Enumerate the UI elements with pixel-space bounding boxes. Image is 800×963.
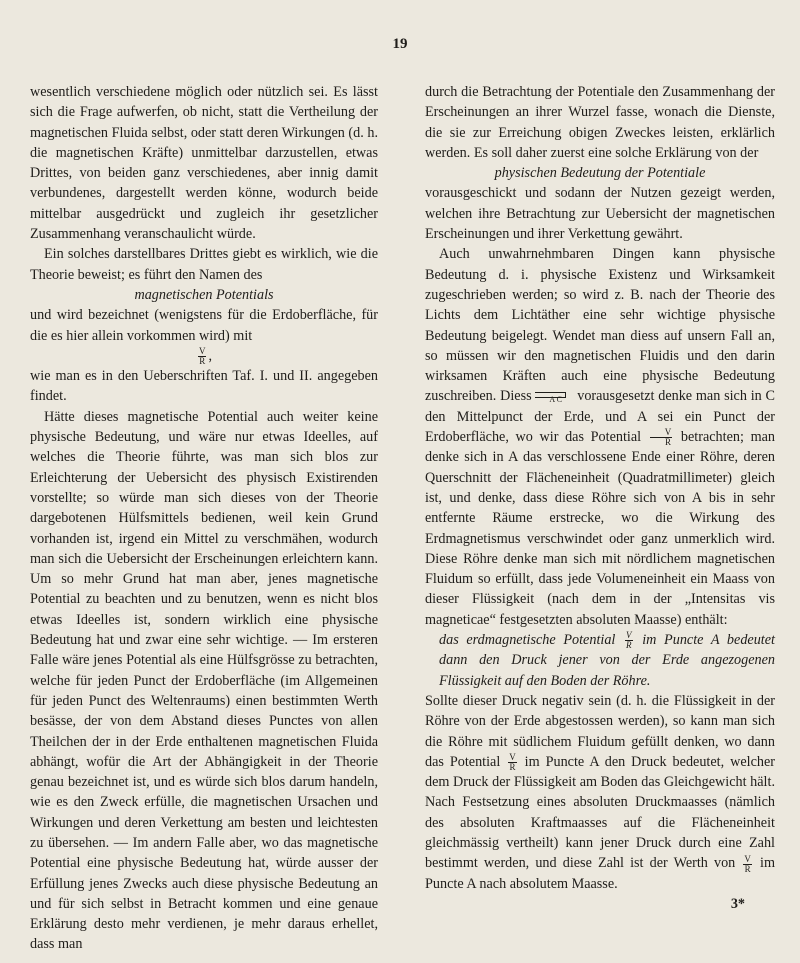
page-number: 19 (392, 36, 408, 52)
paragraph: Sollte dieser Druck negativ sein (d. h. die Flüssigkeit in der Röhre von der Erde abgestossen werden), so kann man sich die Röhre mit südlichem Fluidum gefüllt denken, wo dann das Potential $\frac{V}{R}$ im Puncte A den Druck bedeutet, welcher dem Druck der Flüssigkeit am Boden das Gleichgewicht hält. Nach Festsetzung eines absoluten Druckmaasses (nämlich des absoluten Kraftmaasses auf die Flächeneinheit gleichmässig vertheilt) kann jener Druck durch eine Zahl bestimmt werden, und diese Zahl ist der Werth von $\frac{V}{R}$ im Puncte A nach absolutem Maasse. (425, 692, 776, 892)
left-column (30, 82, 378, 955)
paragraph: vorausgeschickt und sodann der Nutzen gezeigt werden, welchen ihre Betrachtung zur Uebersicht der magnetischen Erscheinungen und ihrer Verkettung gewährt. (425, 185, 775, 243)
paragraph: wie man es in den Ueberschriften Taf. I. und II. angegeben findet. (30, 368, 378, 405)
paragraph: Auch unwahrnehmbaren Dingen kann physische Bedeutung d. i. physische Existenz und Wirksamkeit zugeschrieben werden; so wird z. B. nach der Theorie des Lichts dem Lichtäther eine sehr wichtige physische Bedeutung beigelegt. Wendet man diess auf unsern Fall an, so müssen wir den magnetischen Fluidis und den darin wirksamen Kräften auch eine physische Bedeutung zuschreiben. Diess A C vorausgesetzt denke man sich in C den Mittelpunct der Erde, und A sei ein Punct der Erdoberfläche, wo wir das Potential $\frac{V}{R}$ betrachten; man denke sich in A das verschlossene Ende einer Röhre, deren Querschnitt der Flächeneinheit (Quadratmillimeter) gleich ist, und denke, dass diese Röhre sich von A bis in sehr entfernte Räume erstrecke, wo die Wirkung des Erdmagnetismus verschwindet oder ganz unmerklich wird. Diese Röhre denke man sich mit nördlichem magnetischen Fluidum so erfüllt, dass jede Volumeneinheit ein Maass von dieser Flüssigkeit (nach dem in der „Intensitas vis magneticae“ festgesetzten absoluten Maasse) enthält: (425, 246, 776, 628)
section-heading: magnetischen Potentials (134, 286, 274, 303)
paragraph: Ein solches darstellbares Drittes giebt es wirklich, wie die Theorie beweist; es führt den Namen des (30, 246, 378, 283)
tube-diagram-icon: A C (535, 390, 569, 404)
formula: $\frac{V}{R}$ , (198, 346, 213, 367)
paragraph: und wird bezeichnet (wenigstens für die Erdoberfläche, für die es hier allein vorkommen wird) mit (30, 307, 378, 344)
signature-mark: 3* (730, 895, 745, 912)
fraction: $\frac{V}{R}$ (198, 346, 206, 367)
fraction: $\frac{V}{R}$ (509, 752, 516, 773)
paragraph: Hätte dieses magnetische Potential auch weiter keine physische Bedeutung, und wäre nur etwas Ideelles, auf welches die Theorie führte, was man sich blos zur Erleichterung der Uebersicht des physisch Existirenden vorstellte; so würde man sich dieses von der Theorie dargebotenen Hülfsmittels bedienen, weil kein Grund vorhanden ist, irgend ein Mittel zu verschmähen, wodurch man sich die Uebersicht der Erscheinungen erleichtern kann. Um so mehr Grund hat man aber, jenes magnetische Potential zu beachten und zu benutzen, wenn es nicht blos etwas Ideelles ist, sondern wirklich eine physische Bedeutung hat und zwar eine sehr wichtige. — Im ersteren Falle wäre jenes Potential als eine Hülfsgrösse zu betrachten, welche für jeden Punct der Erdoberfläche (im Allgemeinen für jeden Punct des Weltenraums) einen bestimmten Werth besässe, der von dem Abstand dieses Punctes von allen Theilchen der in der Erde enthaltenen magnetischen Fluida abhängt, wofür die Art der Abhängigkeit in der Theorie genau bezeichnet ist, und es würde sich blos darum handeln, wie es den Zweck erfülle, die magnetischen Ursachen und Wirkungen und deren Verkettung am besten und leichtesten zu übersehen. — Im andern Falle aber, wo das magnetische Potential eine physische Bedeutung hat, würde ausser der Erfüllung jenes Zwecks auch diese physische Bedeutung an und für sich selbst in Betracht kommen und eine genaue Erklärung desto mehr verdienen, je mehr daraus erhellet, dass man (30, 408, 378, 953)
right-column (425, 82, 775, 914)
fraction: $\frac{V}{R}$ (744, 853, 751, 874)
paragraph: wesentlich verschiedene möglich oder nützlich sei. Es lässt sich die Frage aufwerfen, ob nicht, statt die Vertheilung der magnetischen Fluida selbst, oder statt deren Wirkungen (d. h. die magnetischen Kräfte) unmittelbar darzustellen, etwas Drittes, von beiden ganz verschiedenes, aber innig damit verbundenes, dargestellt werden könne, wodurch beide mittelbar ausgedrückt und zugleich ihr gesetzlicher Zusammenhang veranschaulicht würde. (30, 84, 378, 243)
statement: das erdmagnetische Potential $\frac{V}{R}$ im Puncte A bedeutet dann den Druck jener von der Erde angezogenen Flüssigkeit auf den Boden der Röhre. (439, 630, 775, 689)
fraction: $\frac{V}{R}$ (626, 630, 632, 651)
fraction: $\frac{V}{R}$ (650, 428, 673, 447)
paragraph: durch die Betrachtung der Potentiale den Zusammenhang der Erscheinungen an ihrer Wurzel fasse, wonach die Dienste, die sie zur Erreichung obigen Zweckes leisten, erklärlich werden. Es soll daher zuerst eine solche Erklärung von der (425, 84, 775, 161)
section-heading: physischen Bedeutung der Potentiale (494, 165, 706, 182)
